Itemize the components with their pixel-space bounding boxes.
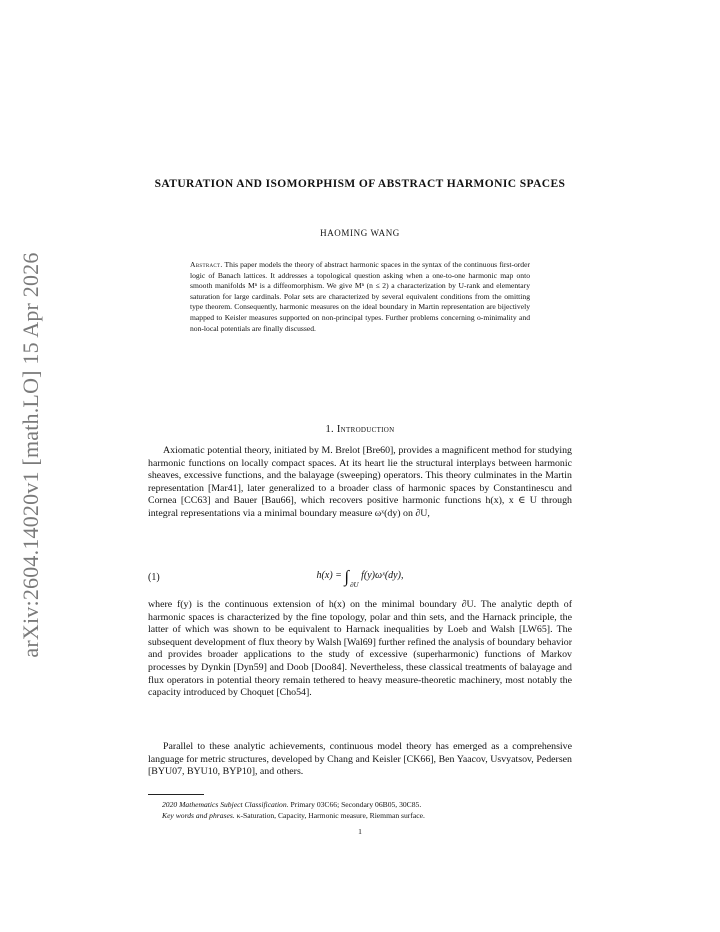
paper-author: HAOMING WANG xyxy=(320,228,400,238)
equation-integral-sign: ∫ xyxy=(344,567,350,586)
equation-lhs: h(x) = xyxy=(316,570,345,581)
abstract xyxy=(190,260,530,334)
abstract-label: Abstract. xyxy=(190,260,223,269)
section-heading: 1. Introduction xyxy=(325,424,395,435)
equation-1 xyxy=(148,567,572,597)
footnote-rule xyxy=(148,794,204,795)
footnote-msc xyxy=(162,800,572,810)
arxiv-stamp-text: arXiv:2604.14020v1 [math.LO] 15 Apr 2026 xyxy=(18,252,43,658)
arxiv-stamp xyxy=(6,250,56,660)
equation-number: (1) xyxy=(148,572,160,583)
footnote-msc-text: Primary 03C66; Secondary 06B05, 30C85. xyxy=(288,800,422,809)
intro-paragraph-1: Axiomatic potential theory, initiated by M. Brelot [Bre60], provides a magnificent method for studying harmonic functions on locally compact spaces. At its heart lie the structural interplays between harmonic sheaves, excessive functions, and the balayage (sweeping) operators. This theory culminates in the Martin representation [Mar41], later generalized to a broader class of harmonic spaces by Constantinescu and Cornea [CC63] and Bauer [Bau66], which recovers positive harmonic functions h(x), x ∈ U through integral representations via a minimal boundary measure ωˣ(dy) on ∂U, xyxy=(148,445,572,519)
paper-page xyxy=(148,0,572,932)
paper-title: SATURATION AND ISOMORPHISM OF ABSTRACT HARMONIC SPACES xyxy=(154,178,566,190)
intro-paragraph-3: Parallel to these analytic achievements, continuous model theory has emerged as a comprehensive language for metric structures, developed by Chang and Keisler [CK66], Ben Yaacov, Usvyatsov, Pedersen [BYU07, BYU10, BYP10], and others. xyxy=(148,741,572,778)
footnote-keywords-text: κ-Saturation, Capacity, Harmonic measure, Riemman surface. xyxy=(234,811,425,820)
equation-body xyxy=(148,567,572,589)
footnote-msc-label: 2020 Mathematics Subject Classification. xyxy=(162,800,289,809)
abstract-text: This paper models the theory of abstract harmonic spaces in the syntax of the continuous first-order logic of Banach lattices. It addresses a topological question asking when a one-to-one harmonic map onto smooth manifolds Mⁿ is a diffeomorphism. We give Mⁿ (n ≤ 2) a characterization by U-rank and elementary saturation for large cardinals. Polar sets are characterized by several equivalent conditions from the omitting type theorem. Consequently, harmonic measures on the ideal boundary in Martin representation are bijectively mapped to Keisler measures supported on non-principal types. Further problems concerning o-minimality and non-local potentials are finally discussed. xyxy=(190,260,530,333)
intro-paragraph-2: where f(y) is the continuous extension of h(x) on the minimal boundary ∂U. The analytic depth of harmonic spaces is characterized by the fine topology, polar and thin sets, and the Harnack principle, the latter of which was shown to be equivalent to Harnack inequalities by Loeb and Walsh [LW65]. The subsequent development of flux theory by Walsh [Wal69] further refined the analysis of boundary behavior and provides broader applications to the study of excessive (superharmonic) functions of Markov processes by Dynkin [Dyn59] and Doob [Doo84]. Nevertheless, these classical treatments of balayage and flux operators in potential theory remain tethered to heavy measure-theoretic machinery, most notably the capacity introduced by Choquet [Cho54]. xyxy=(148,599,572,699)
footnote-keywords-label: Key words and phrases. xyxy=(162,811,235,820)
equation-rhs: f(y)ωˣ(dy), xyxy=(358,570,404,581)
page-number: 1 xyxy=(358,827,362,836)
footnote-keywords xyxy=(162,811,572,821)
equation-subscript: ∂U xyxy=(350,581,359,589)
